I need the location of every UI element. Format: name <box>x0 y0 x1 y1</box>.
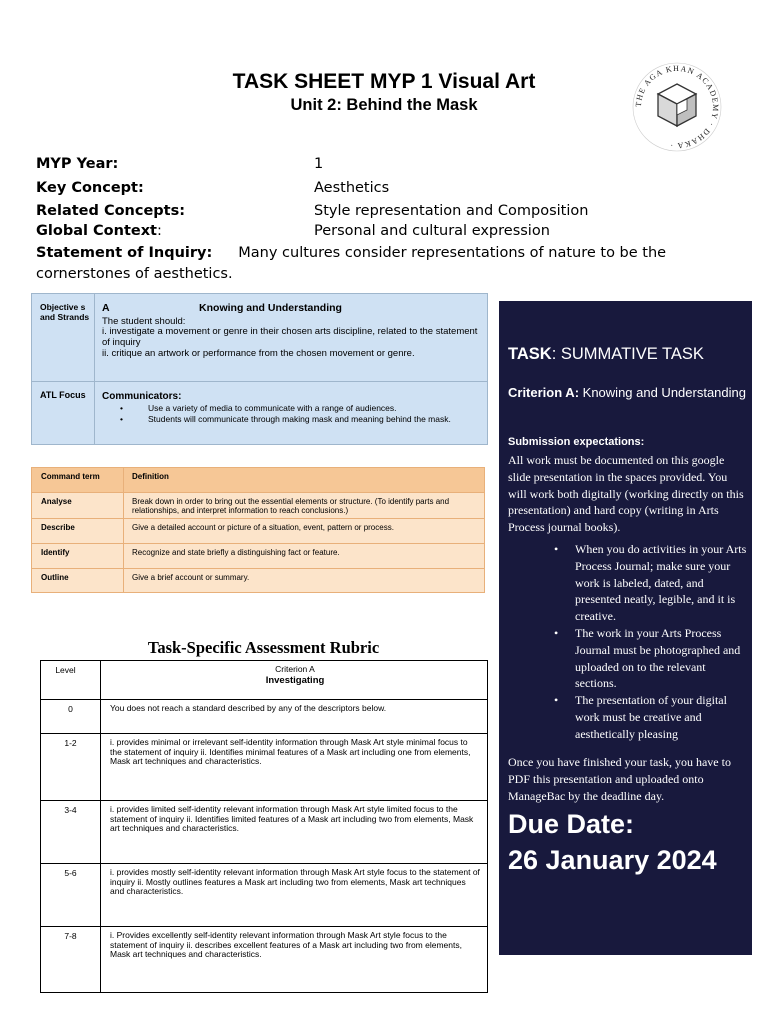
atl-list <box>102 403 482 425</box>
criterion-heading: Knowing and Understanding <box>199 302 342 314</box>
list-item: • The work in your Arts Process Journal must be photographed and uploaded on to the relevant sections. <box>508 625 748 692</box>
atl-item: • Use a variety of media to communicate with a range of audiences. <box>102 403 482 414</box>
command-term-header: Command term <box>41 472 100 481</box>
criterion-letter: A <box>102 302 110 314</box>
objective-item: i. investigate a movement or genre in their chosen arts discipline, related to the statement of inquiry <box>102 326 478 348</box>
criterion-name: Investigating <box>265 675 325 686</box>
table-row: 0 You does not reach a standard described by any of the descriptors below. <box>41 699 487 734</box>
due-date-value: 26 January 2024 <box>508 845 717 875</box>
table-row: Outline Give a brief account or summary. <box>31 569 485 593</box>
atl-label: ATL Focus <box>40 390 86 400</box>
atl-item: • Students will communicate through making mask and meaning behind the mask. <box>102 414 482 425</box>
objectives-intro: The student should: <box>102 316 186 327</box>
list-item: • The presentation of your digital work must be creative and aesthetically pleasing <box>508 692 748 742</box>
table-row: 3-4 i. provides limited self-identity relevant information through Mask Art style limited focus to the statement of inquiry ii. Identifies limited features of a Mask art including two from elements, Mask art techniques and characteristics. <box>41 800 487 864</box>
criterion-line: Criterion A: Knowing and Understanding <box>508 385 746 400</box>
definition-header: Definition <box>132 472 169 481</box>
level-header: Level <box>55 665 76 675</box>
table-row: 5-6 i. provides mostly self-identity relevant information through Mask Art style focus to the statement of inquiry ii. Mostly outlines features a Mask art including two from elements, Mask art techniques and characteristics. <box>41 863 487 927</box>
related-concepts-value: Style representation and Composition <box>314 203 589 219</box>
objectives-table <box>31 293 488 445</box>
criterion-header: Criterion A <box>275 664 315 674</box>
myp-year-value: 1 <box>314 156 324 172</box>
global-context-label: Global Context: <box>36 223 162 239</box>
key-concept-value: Aesthetics <box>314 180 390 196</box>
page-title: TASK SHEET MYP 1 Visual Art <box>232 70 536 93</box>
due-date-label: Due Date: <box>508 809 635 839</box>
table-row: Describe Give a detailed account or picture of a situation, event, pattern or process. <box>31 519 485 544</box>
statement-label: Statement of Inquiry: <box>36 245 213 261</box>
submission-heading: Submission expectations: <box>508 436 645 448</box>
statement-of-inquiry <box>36 243 716 285</box>
statement-text: Many cultures consider representations of nature to be the cornerstones of aesthetics. <box>36 245 667 282</box>
submission-text: All work must be documented on this google slide presentation in the spaces provided. You will work both digitally (working directly on this presentation) and hard copy (writing in Arts Process journal books). <box>508 453 744 535</box>
objectives-label: Objective s and Strands <box>40 302 90 322</box>
global-context-value: Personal and cultural expression <box>314 223 550 239</box>
key-concept-label: Key Concept: <box>36 180 144 196</box>
myp-year-label: MYP Year: <box>36 156 119 172</box>
school-logo <box>632 62 722 152</box>
rubric-title: Task-Specific Assessment Rubric <box>147 638 380 657</box>
summative-task-panel <box>499 301 752 955</box>
table-row: Identify Recognize and state briefly a distinguishing fact or feature. <box>31 544 485 569</box>
page-subtitle: Unit 2: Behind the Mask <box>290 96 478 114</box>
objective-item: ii. critique an artwork or performance from the chosen movement or genre. <box>102 348 415 359</box>
command-terms-table <box>31 467 485 593</box>
logo-text: THE AGA KHAN ACADEMY · DHAKA · <box>633 63 721 151</box>
related-concepts-label: Related Concepts: <box>36 203 186 219</box>
list-item: • When you do activities in your Arts Process Journal; make sure your work is labeled, dated, and presented neatly, legible, and it is creative. <box>508 541 748 625</box>
atl-heading: Communicators: <box>102 391 182 402</box>
task-heading: TASK: SUMMATIVE TASK <box>508 345 704 363</box>
finish-instructions: Once you have finished your task, you have to PDF this presentation and uploaded onto ManageBac by the deadline day. <box>508 755 731 803</box>
rubric-table <box>40 660 488 993</box>
table-row: 1-2 i. provides minimal or irrelevant self-identity information through Mask Art style minimal focus to the statement of inquiry ii. Identifies minimal features of a Mask art including one from elements, Mask art techniques and characteristics. <box>41 733 487 801</box>
table-row: 7-8 i. Provides excellently self-identity relevant information through Mask Art style focus to the statement of inquiry ii. describes excellent features of a Mask art including two from elements, Mask art techniques and characteristics. <box>41 926 487 993</box>
aga-khan-academy-logo-icon <box>632 62 722 152</box>
expectations-list <box>508 541 748 743</box>
rubric-header-row <box>41 661 487 700</box>
table-row: Analyse Break down in order to bring out the essential elements or structure. (To identify parts and relationships, and interpret information to reach conclusions.) <box>31 493 485 519</box>
